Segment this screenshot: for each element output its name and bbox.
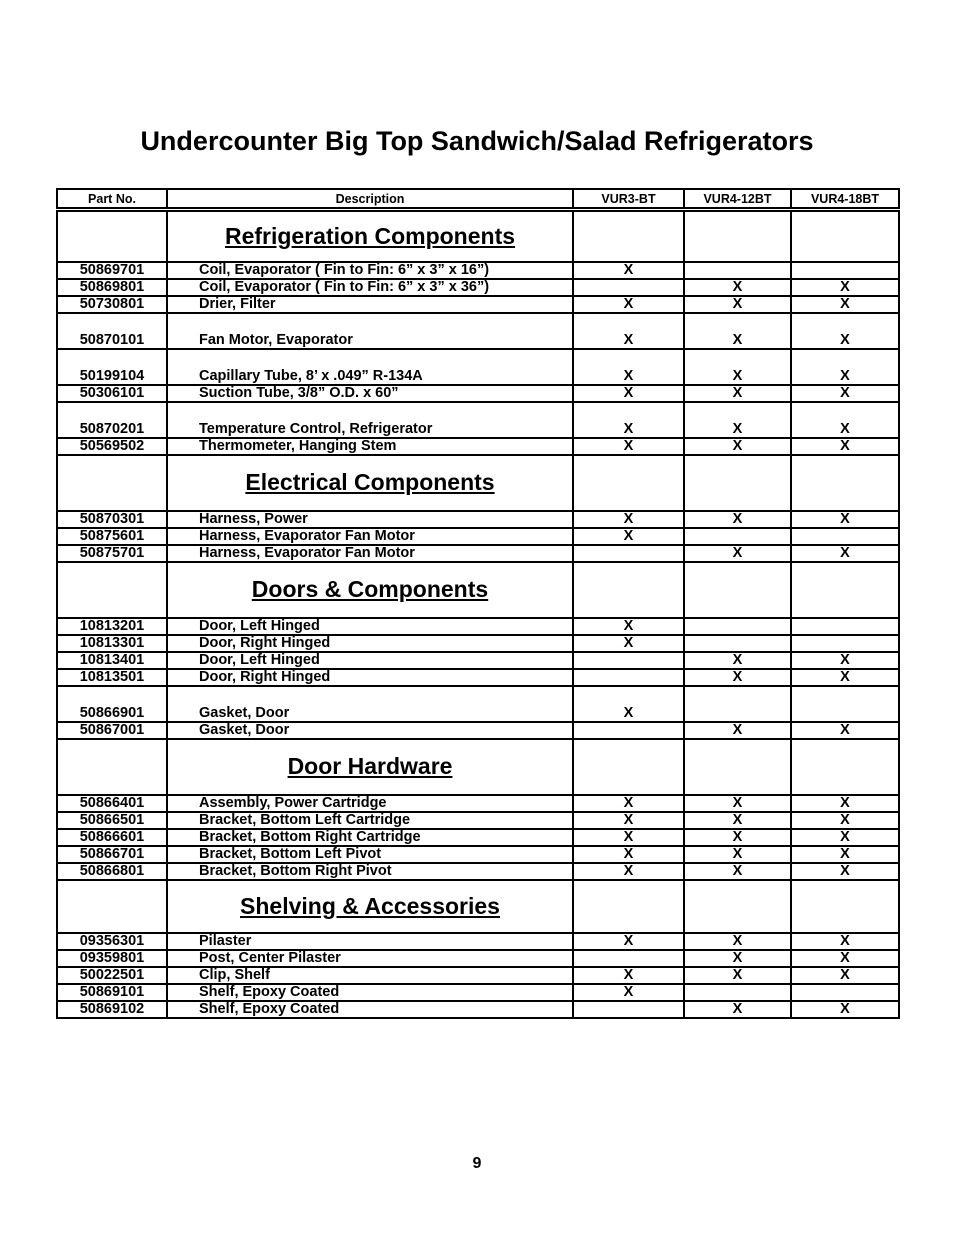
table-row xyxy=(57,385,899,402)
vur3-bt-mark: X xyxy=(573,686,684,722)
vur4-12bt-mark xyxy=(684,618,791,635)
section-blank-cell xyxy=(573,210,684,262)
vur4-18bt-mark: X xyxy=(791,1001,899,1018)
part-number: 50875601 xyxy=(57,528,167,545)
section-blank-cell xyxy=(684,880,791,933)
section-blank-cell xyxy=(573,455,684,511)
vur4-12bt-mark: X xyxy=(684,950,791,967)
vur4-12bt-mark: X xyxy=(684,349,791,385)
table-row xyxy=(57,795,899,812)
vur3-bt-mark xyxy=(573,1001,684,1018)
vur4-12bt-mark xyxy=(684,528,791,545)
part-number: 50870101 xyxy=(57,313,167,349)
table-row xyxy=(57,279,899,296)
section-title: Electrical Components xyxy=(167,455,573,511)
section-blank-cell xyxy=(684,455,791,511)
part-description: Post, Center Pilaster xyxy=(167,950,573,967)
part-number: 50869101 xyxy=(57,984,167,1001)
vur4-18bt-mark xyxy=(791,528,899,545)
vur3-bt-mark: X xyxy=(573,296,684,313)
part-description: Capillary Tube, 8’ x .049” R-134A xyxy=(167,349,573,385)
vur3-bt-mark: X xyxy=(573,863,684,880)
table-row xyxy=(57,438,899,455)
part-number: 50875701 xyxy=(57,545,167,562)
vur4-18bt-mark: X xyxy=(791,402,899,438)
vur4-12bt-mark xyxy=(684,984,791,1001)
part-number: 10813401 xyxy=(57,652,167,669)
vur3-bt-mark: X xyxy=(573,829,684,846)
parts-table xyxy=(56,188,900,1019)
part-number: 50866401 xyxy=(57,795,167,812)
vur3-bt-mark: X xyxy=(573,846,684,863)
vur4-18bt-mark: X xyxy=(791,846,899,863)
vur3-bt-mark: X xyxy=(573,618,684,635)
vur4-12bt-mark: X xyxy=(684,722,791,739)
table-row xyxy=(57,846,899,863)
section-title: Door Hardware xyxy=(167,739,573,795)
part-number: 10813501 xyxy=(57,669,167,686)
part-description: Gasket, Door xyxy=(167,686,573,722)
section-header-row xyxy=(57,880,899,933)
vur4-12bt-mark: X xyxy=(684,967,791,984)
section-header-row xyxy=(57,455,899,511)
part-number: 50866601 xyxy=(57,829,167,846)
vur4-18bt-mark: X xyxy=(791,279,899,296)
vur3-bt-mark: X xyxy=(573,511,684,528)
part-number: 50870201 xyxy=(57,402,167,438)
table-row xyxy=(57,528,899,545)
part-description: Door, Right Hinged xyxy=(167,669,573,686)
section-title: Doors & Components xyxy=(167,562,573,618)
part-number: 09356301 xyxy=(57,933,167,950)
table-row xyxy=(57,967,899,984)
part-description: Clip, Shelf xyxy=(167,967,573,984)
vur4-12bt-mark: X xyxy=(684,279,791,296)
vur3-bt-mark: X xyxy=(573,313,684,349)
vur4-12bt-mark: X xyxy=(684,863,791,880)
vur4-18bt-mark: X xyxy=(791,296,899,313)
table-row xyxy=(57,812,899,829)
vur4-18bt-mark: X xyxy=(791,313,899,349)
vur4-18bt-mark: X xyxy=(791,722,899,739)
section-title: Shelving & Accessories xyxy=(167,880,573,933)
vur4-12bt-mark: X xyxy=(684,829,791,846)
vur4-12bt-mark: X xyxy=(684,669,791,686)
vur4-12bt-mark: X xyxy=(684,511,791,528)
section-blank-cell xyxy=(791,739,899,795)
part-number: 10813301 xyxy=(57,635,167,652)
vur4-18bt-mark xyxy=(791,686,899,722)
part-description: Harness, Evaporator Fan Motor xyxy=(167,528,573,545)
part-description: Harness, Evaporator Fan Motor xyxy=(167,545,573,562)
vur4-12bt-mark: X xyxy=(684,795,791,812)
vur4-12bt-mark: X xyxy=(684,652,791,669)
vur4-18bt-mark xyxy=(791,635,899,652)
section-blank-cell xyxy=(684,210,791,262)
col-header-vur4-12bt: VUR4-12BT xyxy=(684,189,791,210)
vur4-18bt-mark: X xyxy=(791,795,899,812)
table-row xyxy=(57,652,899,669)
col-header-description: Description xyxy=(167,189,573,210)
table-row xyxy=(57,618,899,635)
vur3-bt-mark xyxy=(573,545,684,562)
vur3-bt-mark xyxy=(573,652,684,669)
table-row xyxy=(57,296,899,313)
table-row xyxy=(57,402,899,438)
vur4-12bt-mark: X xyxy=(684,313,791,349)
part-description: Coil, Evaporator ( Fin to Fin: 6” x 3” x 36”) xyxy=(167,279,573,296)
section-blank-cell xyxy=(573,562,684,618)
part-number: 50866901 xyxy=(57,686,167,722)
table-row xyxy=(57,313,899,349)
section-blank-cell xyxy=(791,210,899,262)
vur4-18bt-mark xyxy=(791,262,899,279)
vur3-bt-mark xyxy=(573,950,684,967)
vur4-12bt-mark: X xyxy=(684,296,791,313)
vur4-18bt-mark xyxy=(791,618,899,635)
vur4-12bt-mark xyxy=(684,635,791,652)
vur4-18bt-mark: X xyxy=(791,511,899,528)
section-title: Refrigeration Components xyxy=(167,210,573,262)
vur3-bt-mark xyxy=(573,722,684,739)
section-blank-cell xyxy=(684,739,791,795)
part-description: Door, Right Hinged xyxy=(167,635,573,652)
part-description: Shelf, Epoxy Coated xyxy=(167,984,573,1001)
part-description: Temperature Control, Refrigerator xyxy=(167,402,573,438)
vur4-18bt-mark: X xyxy=(791,438,899,455)
vur3-bt-mark xyxy=(573,279,684,296)
table-row xyxy=(57,686,899,722)
table-header-row xyxy=(57,189,899,210)
col-header-vur4-18bt: VUR4-18BT xyxy=(791,189,899,210)
vur4-18bt-mark: X xyxy=(791,863,899,880)
vur3-bt-mark: X xyxy=(573,402,684,438)
part-description: Bracket, Bottom Left Pivot xyxy=(167,846,573,863)
part-description: Assembly, Power Cartridge xyxy=(167,795,573,812)
vur4-18bt-mark: X xyxy=(791,669,899,686)
vur4-12bt-mark: X xyxy=(684,1001,791,1018)
part-number: 50869801 xyxy=(57,279,167,296)
section-blank-cell xyxy=(57,562,167,618)
table-row xyxy=(57,349,899,385)
part-description: Thermometer, Hanging Stem xyxy=(167,438,573,455)
vur3-bt-mark: X xyxy=(573,438,684,455)
table-row xyxy=(57,933,899,950)
part-description: Fan Motor, Evaporator xyxy=(167,313,573,349)
vur4-12bt-mark: X xyxy=(684,933,791,950)
part-number: 10813201 xyxy=(57,618,167,635)
vur4-12bt-mark xyxy=(684,686,791,722)
parts-table-body xyxy=(57,210,899,1018)
vur4-18bt-mark: X xyxy=(791,349,899,385)
part-number: 50022501 xyxy=(57,967,167,984)
vur4-18bt-mark: X xyxy=(791,545,899,562)
part-description: Harness, Power xyxy=(167,511,573,528)
part-number: 50870301 xyxy=(57,511,167,528)
vur3-bt-mark: X xyxy=(573,933,684,950)
part-description: Pilaster xyxy=(167,933,573,950)
part-number: 50869102 xyxy=(57,1001,167,1018)
vur3-bt-mark: X xyxy=(573,984,684,1001)
part-description: Door, Left Hinged xyxy=(167,652,573,669)
vur4-12bt-mark: X xyxy=(684,812,791,829)
vur4-12bt-mark: X xyxy=(684,385,791,402)
vur4-18bt-mark: X xyxy=(791,933,899,950)
vur4-18bt-mark: X xyxy=(791,829,899,846)
part-description: Bracket, Bottom Right Pivot xyxy=(167,863,573,880)
vur3-bt-mark: X xyxy=(573,812,684,829)
vur4-12bt-mark: X xyxy=(684,545,791,562)
vur4-18bt-mark: X xyxy=(791,385,899,402)
vur3-bt-mark: X xyxy=(573,635,684,652)
part-description: Gasket, Door xyxy=(167,722,573,739)
section-blank-cell xyxy=(791,880,899,933)
part-description: Suction Tube, 3/8” O.D. x 60” xyxy=(167,385,573,402)
part-description: Shelf, Epoxy Coated xyxy=(167,1001,573,1018)
section-blank-cell xyxy=(573,880,684,933)
col-header-part-no: Part No. xyxy=(57,189,167,210)
part-description: Coil, Evaporator ( Fin to Fin: 6” x 3” x 16”) xyxy=(167,262,573,279)
vur4-18bt-mark: X xyxy=(791,967,899,984)
table-row xyxy=(57,722,899,739)
section-blank-cell xyxy=(573,739,684,795)
vur3-bt-mark: X xyxy=(573,262,684,279)
vur3-bt-mark: X xyxy=(573,349,684,385)
page-title: Undercounter Big Top Sandwich/Salad Refrigerators xyxy=(140,126,814,156)
section-blank-cell xyxy=(684,562,791,618)
vur4-12bt-mark xyxy=(684,262,791,279)
section-blank-cell xyxy=(57,739,167,795)
vur3-bt-mark: X xyxy=(573,385,684,402)
table-row xyxy=(57,984,899,1001)
section-blank-cell xyxy=(57,455,167,511)
vur4-12bt-mark: X xyxy=(684,438,791,455)
part-description: Bracket, Bottom Left Cartridge xyxy=(167,812,573,829)
table-row xyxy=(57,669,899,686)
part-description: Bracket, Bottom Right Cartridge xyxy=(167,829,573,846)
vur4-18bt-mark: X xyxy=(791,812,899,829)
col-header-vur3-bt: VUR3-BT xyxy=(573,189,684,210)
table-row xyxy=(57,545,899,562)
part-description: Door, Left Hinged xyxy=(167,618,573,635)
section-blank-cell xyxy=(791,562,899,618)
part-number: 50866701 xyxy=(57,846,167,863)
vur3-bt-mark: X xyxy=(573,967,684,984)
vur3-bt-mark: X xyxy=(573,528,684,545)
part-number: 50866501 xyxy=(57,812,167,829)
vur4-18bt-mark: X xyxy=(791,950,899,967)
part-number: 50730801 xyxy=(57,296,167,313)
part-number: 50866801 xyxy=(57,863,167,880)
vur3-bt-mark xyxy=(573,669,684,686)
part-number: 50867001 xyxy=(57,722,167,739)
vur4-18bt-mark: X xyxy=(791,652,899,669)
section-blank-cell xyxy=(57,210,167,262)
table-row xyxy=(57,262,899,279)
section-blank-cell xyxy=(57,880,167,933)
table-row xyxy=(57,635,899,652)
part-number: 50869701 xyxy=(57,262,167,279)
vur3-bt-mark: X xyxy=(573,795,684,812)
part-number: 50569502 xyxy=(57,438,167,455)
page-number: 9 xyxy=(472,1155,482,1172)
vur4-12bt-mark: X xyxy=(684,402,791,438)
section-header-row xyxy=(57,210,899,262)
table-row xyxy=(57,1001,899,1018)
part-number: 50199104 xyxy=(57,349,167,385)
table-row xyxy=(57,863,899,880)
table-row xyxy=(57,950,899,967)
vur4-12bt-mark: X xyxy=(684,846,791,863)
table-row xyxy=(57,829,899,846)
part-description: Drier, Filter xyxy=(167,296,573,313)
section-blank-cell xyxy=(791,455,899,511)
vur4-18bt-mark xyxy=(791,984,899,1001)
part-number: 09359801 xyxy=(57,950,167,967)
section-header-row xyxy=(57,562,899,618)
part-number: 50306101 xyxy=(57,385,167,402)
table-row xyxy=(57,511,899,528)
section-header-row xyxy=(57,739,899,795)
